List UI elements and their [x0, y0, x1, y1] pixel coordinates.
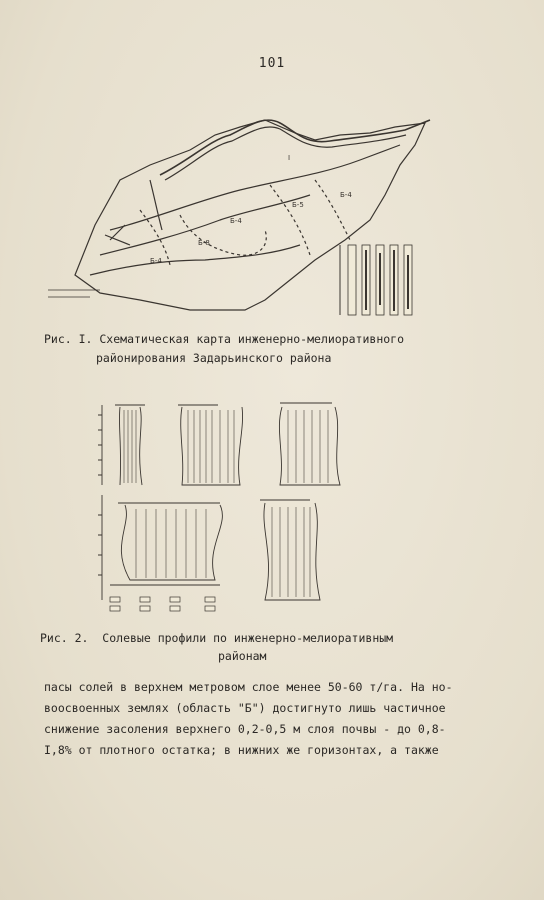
zone-label: Б-4	[340, 191, 352, 199]
body-paragraph	[44, 677, 514, 761]
figure-2-caption-line-1: Рис. 2. Солевые профили по инженерно-мелиоративным	[40, 631, 394, 645]
body-line: I,8% от плотного остатка; в нижних же горизонтах, а также	[44, 743, 439, 757]
zone-label: Б-5	[292, 201, 304, 209]
figure-2-caption-line-2: районам	[218, 649, 267, 663]
figure-1-schematic-map	[40, 105, 440, 330]
zone-label: Б-4	[230, 217, 242, 225]
body-line: пасы солей в верхнем метровом слое менее 50-60 т/га. На но-	[44, 680, 453, 694]
figure-2-salt-profiles	[70, 385, 370, 615]
zone-label: Б-8	[198, 239, 210, 247]
page-number: 101	[258, 56, 286, 71]
figure-1-caption-line-2: районирования Задарьинского района	[96, 351, 332, 365]
zone-label: Б-4	[150, 257, 162, 265]
figure-1-caption-line-1: Рис. I. Схематическая карта инженерно-мелиоративного	[44, 332, 405, 346]
zone-label: I	[288, 154, 291, 162]
body-line: воосвоенных землях (область "Б") достигнуто лишь частичное	[44, 701, 446, 715]
body-line: снижение засоления верхнего 0,2-0,5 м слоя почвы - до 0,8-	[44, 722, 446, 736]
